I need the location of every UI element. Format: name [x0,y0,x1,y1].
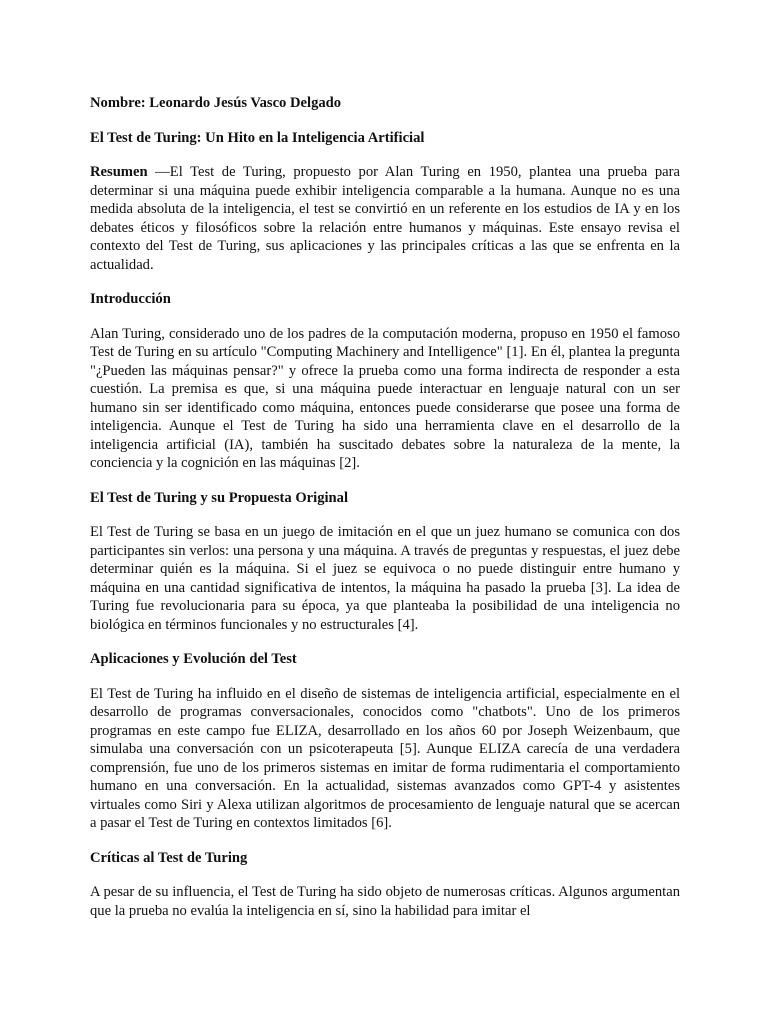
abstract-text: —El Test de Turing, propuesto por Alan Turing en 1950, plantea una prueba para determinar si una máquina puede exhibir inteligencia comparable a la humana. Aunque no es una medida absoluta de la inteligencia, el test se convirtió en un referente en los estudios de IA y en los debates éticos y filosóficos sobre la relación entre humanos y máquinas. Este ensayo revisa el contexto del Test de Turing, sus aplicaciones y las principales críticas a las que se enfrenta en la actualidad. [90,164,680,273]
abstract-paragraph [90,163,680,274]
section-heading-introduccion: Introducción [90,291,171,307]
section-paragraph-propuesta-original: El Test de Turing se basa en un juego de imitación en el que un juez humano se comunica con dos participantes sin verlos: una persona y una máquina. A través de preguntas y respuestas, el juez debe determinar quién es la máquina. Si el juez se equivoca o no puede distinguir entre humano y máquina en una cantidad significativa de intentos, la máquina ha pasado la prueba [3]. La idea de Turing fue revolucionaria para su época, ya que planteaba la posibilidad de una inteligencia no biológica en términos funcionales y no estructurales [4]. [90,524,680,633]
document-title: El Test de Turing: Un Hito en la Inteligencia Artificial [90,129,425,146]
section-paragraph-aplicaciones: El Test de Turing ha influido en el diseño de sistemas de inteligencia artificial, especialmente en el desarrollo de programas conversacionales, conocidos como "chatbots". Uno de los primeros programas en este campo fue ELIZA, desarrollado en los años 60 por Joseph Weizenbaum, que simulaba una conversación con un psicoterapeuta [5]. Aunque ELIZA carecía de una verdadera comprensión, fue uno de los primeros sistemas en imitar de forma rudimentaria el comportamiento humano en una conversación. En la actualidad, sistemas avanzados como GPT-4 y asistentes virtuales como Siri y Alexa utilizan algoritmos de procesamiento de lenguaje natural que se acercan a pasar el Test de Turing en contextos limitados [6]. [90,685,680,831]
section-heading-criticas: Críticas al Test de Turing [90,849,248,866]
section-paragraph-criticas: A pesar de su influencia, el Test de Turing ha sido objeto de numerosas críticas. Algunos argumentan que la prueba no evalúa la inteligencia en sí, sino la habilidad para imitar el [90,884,680,919]
abstract-lead: Resumen [90,164,148,180]
author-name-line: Nombre: Leonardo Jesús Vasco Delgado [90,95,342,111]
section-paragraph-introduccion: Alan Turing, considerado uno de los padres de la computación moderna, propuso en 1950 el famoso Test de Turing en su artículo "Computing Machinery and Intelligence" [1]. En él, plantea la pregunta "¿Pueden las máquinas pensar?" y ofrece la prueba como una forma indirecta de responder a esta cuestión. La premisa es que, si una máquina puede interactuar en lenguaje natural con un ser humano sin ser identificado como máquina, entonces puede considerarse que posee una forma de inteligencia. Aunque el Test de Turing ha sido una herramienta clave en el desarrollo de la inteligencia artificial (IA), también ha suscitado debates sobre la naturaleza de la mente, la conciencia y la cognición en las máquinas [2]. [90,325,680,471]
section-heading-aplicaciones: Aplicaciones y Evolución del Test [90,651,297,667]
section-heading-propuesta-original: El Test de Turing y su Propuesta Original [90,489,349,506]
